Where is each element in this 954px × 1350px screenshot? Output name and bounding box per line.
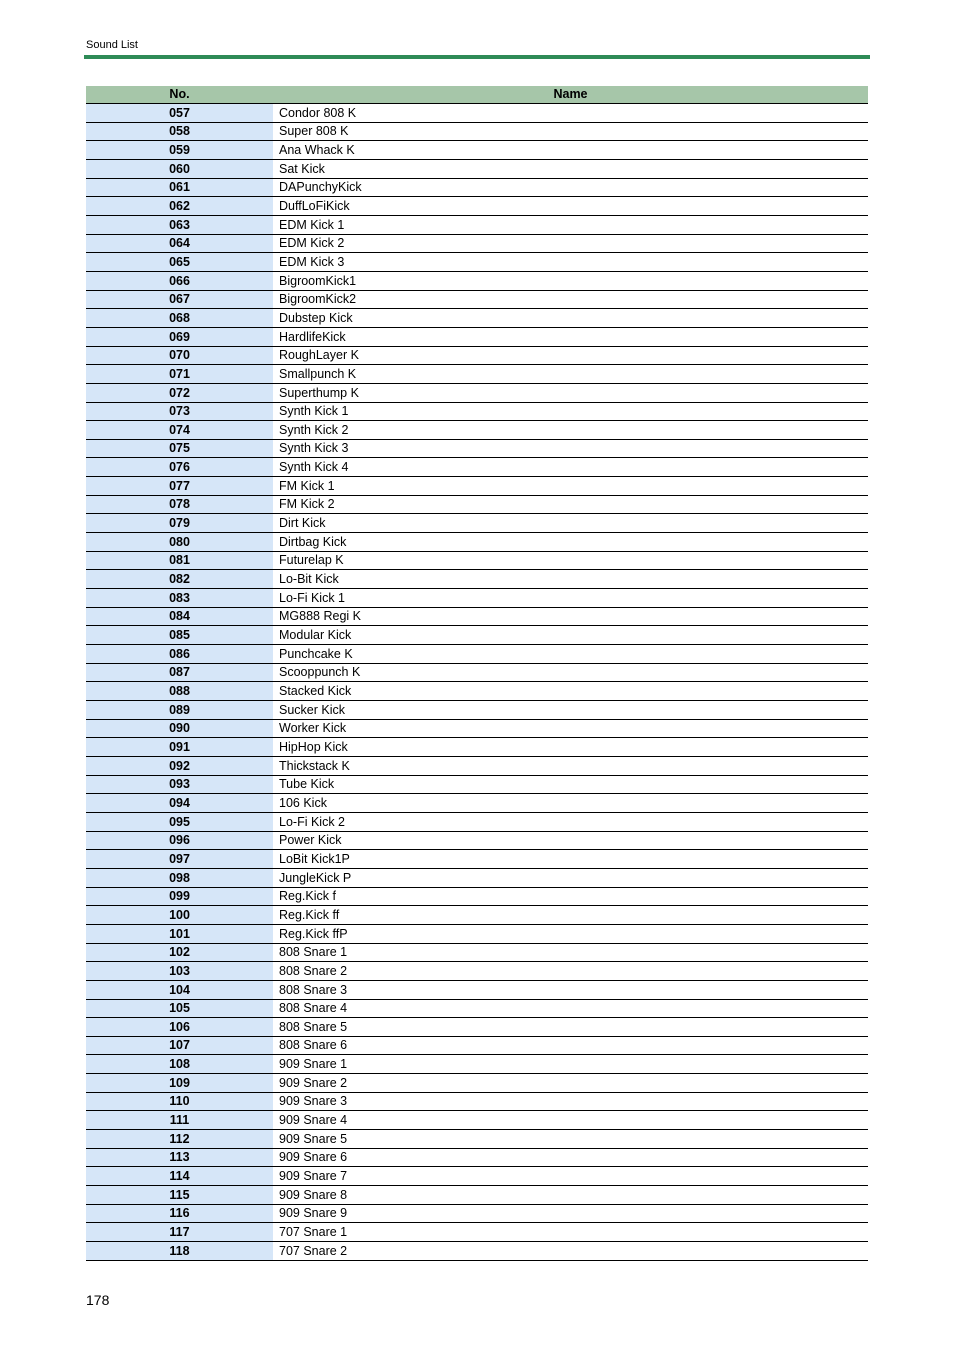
table-row — [86, 458, 868, 477]
sound-number: 115 — [86, 1186, 273, 1205]
table-row — [86, 887, 868, 906]
table-row — [86, 943, 868, 962]
sound-number: 101 — [86, 924, 273, 943]
table-row — [86, 868, 868, 887]
sound-number: 102 — [86, 943, 273, 962]
sound-number: 063 — [86, 215, 273, 234]
table-row — [86, 1036, 868, 1055]
table-row — [86, 570, 868, 589]
page-number: 178 — [86, 1292, 110, 1308]
sound-name: Super 808 K — [273, 122, 868, 141]
sound-number: 104 — [86, 980, 273, 999]
sound-number: 066 — [86, 271, 273, 290]
table-row — [86, 962, 868, 981]
sound-name: 707 Snare 1 — [273, 1223, 868, 1242]
sound-name: Reg.Kick ffP — [273, 924, 868, 943]
table-row — [86, 701, 868, 720]
sound-number: 059 — [86, 141, 273, 160]
table-row — [86, 1223, 868, 1242]
table-row — [86, 980, 868, 999]
table-row — [86, 159, 868, 178]
sound-number: 089 — [86, 701, 273, 720]
table-row — [86, 682, 868, 701]
sound-name: Lo-Fi Kick 2 — [273, 812, 868, 831]
column-header-no: No. — [86, 86, 273, 104]
sound-number: 075 — [86, 439, 273, 458]
sound-name: 909 Snare 3 — [273, 1092, 868, 1111]
sound-number: 083 — [86, 589, 273, 608]
table-row — [86, 551, 868, 570]
sound-name: 909 Snare 1 — [273, 1055, 868, 1074]
table-row — [86, 402, 868, 421]
table-row — [86, 178, 868, 197]
sound-number: 096 — [86, 831, 273, 850]
table-row — [86, 1186, 868, 1205]
sound-name: Dirt Kick — [273, 514, 868, 533]
sound-name: Power Kick — [273, 831, 868, 850]
sound-name: Synth Kick 2 — [273, 421, 868, 440]
sound-number: 064 — [86, 234, 273, 253]
table-row — [86, 794, 868, 813]
table-row — [86, 719, 868, 738]
sound-name: EDM Kick 3 — [273, 253, 868, 272]
sound-number: 079 — [86, 514, 273, 533]
sound-name: MG888 Regi K — [273, 607, 868, 626]
sound-name: Worker Kick — [273, 719, 868, 738]
table-row — [86, 1167, 868, 1186]
sound-number: 118 — [86, 1242, 273, 1261]
table-row — [86, 924, 868, 943]
sound-name: 909 Snare 2 — [273, 1074, 868, 1093]
sound-name: Punchcake K — [273, 645, 868, 664]
sound-number: 058 — [86, 122, 273, 141]
table-row — [86, 365, 868, 384]
table-row — [86, 906, 868, 925]
sound-name: JungleKick P — [273, 868, 868, 887]
sound-number: 060 — [86, 159, 273, 178]
sound-name: 909 Snare 5 — [273, 1130, 868, 1149]
sound-number: 113 — [86, 1148, 273, 1167]
table-row — [86, 495, 868, 514]
sound-number: 085 — [86, 626, 273, 645]
sound-name: BigroomKick1 — [273, 271, 868, 290]
sound-name: 808 Snare 6 — [273, 1036, 868, 1055]
sound-number: 092 — [86, 756, 273, 775]
sound-number: 110 — [86, 1092, 273, 1111]
sound-number: 108 — [86, 1055, 273, 1074]
sound-number: 103 — [86, 962, 273, 981]
sound-number: 068 — [86, 309, 273, 328]
sound-number: 088 — [86, 682, 273, 701]
table-row — [86, 645, 868, 664]
table-header-row — [86, 86, 868, 104]
table-row — [86, 775, 868, 794]
sound-name: Stacked Kick — [273, 682, 868, 701]
table-row — [86, 533, 868, 552]
table-row — [86, 1204, 868, 1223]
sound-number: 099 — [86, 887, 273, 906]
sound-name: Smallpunch K — [273, 365, 868, 384]
sound-name: Condor 808 K — [273, 104, 868, 123]
table-row — [86, 812, 868, 831]
sound-name: Futurelap K — [273, 551, 868, 570]
sound-name: 909 Snare 4 — [273, 1111, 868, 1130]
sound-name: RoughLayer K — [273, 346, 868, 365]
table-row — [86, 1130, 868, 1149]
sound-name: Dirtbag Kick — [273, 533, 868, 552]
sound-number: 116 — [86, 1204, 273, 1223]
sound-name: Synth Kick 3 — [273, 439, 868, 458]
sound-name: 808 Snare 3 — [273, 980, 868, 999]
sound-name: 707 Snare 2 — [273, 1242, 868, 1261]
sound-name: Sucker Kick — [273, 701, 868, 720]
sound-number: 065 — [86, 253, 273, 272]
sound-number: 112 — [86, 1130, 273, 1149]
sound-number: 090 — [86, 719, 273, 738]
sound-name: 909 Snare 7 — [273, 1167, 868, 1186]
table-row — [86, 477, 868, 496]
sound-number: 070 — [86, 346, 273, 365]
sound-name: HardlifeKick — [273, 327, 868, 346]
sound-name: 808 Snare 1 — [273, 943, 868, 962]
table-row — [86, 1148, 868, 1167]
table-row — [86, 1074, 868, 1093]
table-row — [86, 439, 868, 458]
table-row — [86, 327, 868, 346]
sound-name: LoBit Kick1P — [273, 850, 868, 869]
table-row — [86, 1111, 868, 1130]
sound-number: 098 — [86, 868, 273, 887]
sound-number: 069 — [86, 327, 273, 346]
sound-number: 071 — [86, 365, 273, 384]
sound-number: 078 — [86, 495, 273, 514]
header-rule — [84, 55, 870, 59]
sound-number: 076 — [86, 458, 273, 477]
sound-number: 077 — [86, 477, 273, 496]
sound-number: 080 — [86, 533, 273, 552]
column-header-name: Name — [273, 86, 868, 104]
table-row — [86, 421, 868, 440]
table-row — [86, 122, 868, 141]
table-row — [86, 1092, 868, 1111]
table-row — [86, 383, 868, 402]
table-row — [86, 141, 868, 160]
table-row — [86, 197, 868, 216]
sound-number: 094 — [86, 794, 273, 813]
table-row — [86, 850, 868, 869]
sound-name: FM Kick 1 — [273, 477, 868, 496]
sound-name: EDM Kick 2 — [273, 234, 868, 253]
table-row — [86, 253, 868, 272]
sound-number: 097 — [86, 850, 273, 869]
sound-number: 082 — [86, 570, 273, 589]
sound-number: 081 — [86, 551, 273, 570]
sound-number: 114 — [86, 1167, 273, 1186]
sound-number: 095 — [86, 812, 273, 831]
sound-name: Ana Whack K — [273, 141, 868, 160]
table-row — [86, 290, 868, 309]
sound-name: 106 Kick — [273, 794, 868, 813]
sound-name: EDM Kick 1 — [273, 215, 868, 234]
table-row — [86, 1242, 868, 1261]
table-row — [86, 999, 868, 1018]
sound-number: 072 — [86, 383, 273, 402]
table-row — [86, 738, 868, 757]
sound-name: DAPunchyKick — [273, 178, 868, 197]
sound-name: Scooppunch K — [273, 663, 868, 682]
table-row — [86, 663, 868, 682]
sound-name: FM Kick 2 — [273, 495, 868, 514]
sound-number: 100 — [86, 906, 273, 925]
sound-number: 073 — [86, 402, 273, 421]
sound-number: 057 — [86, 104, 273, 123]
sound-name: 808 Snare 5 — [273, 1018, 868, 1037]
sound-name: Thickstack K — [273, 756, 868, 775]
sound-name: DuffLoFiKick — [273, 197, 868, 216]
table-row — [86, 309, 868, 328]
sound-number: 109 — [86, 1074, 273, 1093]
table-row — [86, 756, 868, 775]
table-row — [86, 626, 868, 645]
sound-name: Synth Kick 4 — [273, 458, 868, 477]
table-row — [86, 1055, 868, 1074]
sound-number: 084 — [86, 607, 273, 626]
table-row — [86, 215, 868, 234]
sound-name: Sat Kick — [273, 159, 868, 178]
sound-number: 067 — [86, 290, 273, 309]
sound-name: Reg.Kick f — [273, 887, 868, 906]
table-row — [86, 589, 868, 608]
sound-number: 111 — [86, 1111, 273, 1130]
sound-name: Synth Kick 1 — [273, 402, 868, 421]
sound-name: Dubstep Kick — [273, 309, 868, 328]
sound-number: 107 — [86, 1036, 273, 1055]
running-head: Sound List — [86, 39, 138, 51]
sound-name: HipHop Kick — [273, 738, 868, 757]
sound-name: 909 Snare 8 — [273, 1186, 868, 1205]
table-row — [86, 346, 868, 365]
sound-list-table — [86, 86, 868, 1261]
sound-name: 909 Snare 9 — [273, 1204, 868, 1223]
sound-name: Reg.Kick ff — [273, 906, 868, 925]
table-row — [86, 104, 868, 123]
sound-name: 808 Snare 2 — [273, 962, 868, 981]
sound-name: 808 Snare 4 — [273, 999, 868, 1018]
sound-number: 086 — [86, 645, 273, 664]
sound-number: 062 — [86, 197, 273, 216]
table-row — [86, 514, 868, 533]
sound-number: 093 — [86, 775, 273, 794]
sound-number: 106 — [86, 1018, 273, 1037]
table-row — [86, 234, 868, 253]
sound-number: 117 — [86, 1223, 273, 1242]
sound-name: Lo-Fi Kick 1 — [273, 589, 868, 608]
sound-name: 909 Snare 6 — [273, 1148, 868, 1167]
sound-name: Superthump K — [273, 383, 868, 402]
sound-name: Tube Kick — [273, 775, 868, 794]
sound-number: 074 — [86, 421, 273, 440]
sound-number: 105 — [86, 999, 273, 1018]
sound-number: 061 — [86, 178, 273, 197]
sound-name: BigroomKick2 — [273, 290, 868, 309]
table-row — [86, 607, 868, 626]
table-row — [86, 271, 868, 290]
sound-number: 091 — [86, 738, 273, 757]
sound-name: Modular Kick — [273, 626, 868, 645]
table-row — [86, 831, 868, 850]
table-body — [86, 104, 868, 1261]
table-row — [86, 1018, 868, 1037]
sound-name: Lo-Bit Kick — [273, 570, 868, 589]
sound-number: 087 — [86, 663, 273, 682]
